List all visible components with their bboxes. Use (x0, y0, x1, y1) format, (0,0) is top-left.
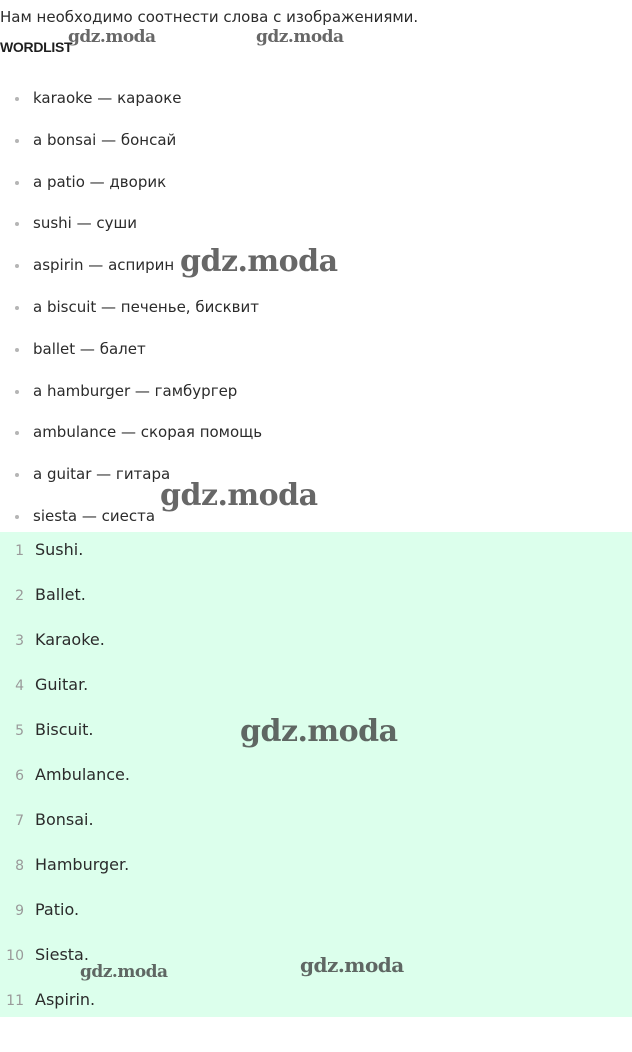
answer-text: Patio. (35, 900, 80, 919)
wordlist-item (0, 339, 632, 381)
bullet-icon (15, 431, 19, 435)
wordlist-item (0, 464, 632, 506)
wordlist-heading: WORDLIST (0, 39, 73, 55)
answer-text: Bonsai. (35, 810, 94, 829)
answer-number: 10 (6, 948, 24, 964)
answer-item (0, 540, 632, 585)
answer-text: Ambulance. (35, 765, 130, 784)
answer-item (0, 900, 632, 945)
bullet-icon (15, 97, 19, 101)
wordlist-item (0, 381, 632, 423)
watermark: gdz.moda (256, 27, 344, 47)
wordlist-item (0, 88, 632, 130)
wordlist-item-text: karaoke — караоке (33, 89, 182, 107)
bullet-icon (15, 264, 19, 268)
wordlist-item-text: siesta — сиеста (33, 506, 156, 525)
wordlist-item (0, 297, 632, 339)
answer-text: Biscuit. (35, 720, 94, 739)
wordlist-item (0, 130, 632, 172)
answer-text: Karaoke. (35, 630, 105, 649)
answer-item (0, 630, 632, 675)
answer-text: Sushi. (35, 540, 84, 559)
answer-text: Hamburger. (35, 855, 130, 874)
watermark: gdz.moda (180, 244, 338, 279)
answer-number: 4 (15, 678, 24, 694)
answer-text: Ballet. (35, 585, 86, 604)
answer-number: 11 (6, 993, 24, 1009)
wordlist (0, 88, 632, 548)
wordlist-item (0, 172, 632, 214)
watermark: gdz.moda (160, 478, 318, 513)
wordlist-item-text: ambulance — скорая помощь (33, 423, 263, 442)
wordlist-item (0, 422, 632, 464)
answer-item (0, 990, 632, 1035)
bullet-icon (15, 390, 19, 394)
answers-panel (0, 532, 632, 1017)
answer-number: 6 (15, 768, 24, 784)
answer-item (0, 720, 632, 765)
wordlist-item-text: a patio — дворик (33, 172, 167, 191)
watermark: gdz.moda (80, 962, 168, 982)
wordlist-item-text: a bonsai — бонсай (33, 130, 177, 149)
bullet-icon (15, 473, 19, 477)
answer-item (0, 855, 632, 900)
bullet-icon (15, 515, 19, 519)
answer-item (0, 765, 632, 810)
bullet-icon (15, 348, 19, 352)
answer-number: 3 (15, 633, 24, 649)
bullet-icon (15, 181, 19, 185)
answers-list (0, 540, 632, 1035)
watermark: gdz.moda (68, 27, 156, 47)
answer-number: 2 (15, 588, 24, 604)
wordlist-item-text: sushi — суши (33, 214, 137, 233)
wordlist-item-text: a hamburger — гамбургер (33, 381, 238, 400)
answer-number: 8 (15, 858, 24, 874)
watermark: gdz.moda (300, 953, 404, 977)
bullet-icon (15, 139, 19, 143)
wordlist-item-text: aspirin — аспирин (33, 256, 175, 275)
watermark: gdz.moda (240, 714, 398, 749)
bullet-icon (15, 222, 19, 226)
answer-item (0, 585, 632, 630)
wordlist-item-text: a guitar — гитара (33, 465, 171, 484)
answer-item (0, 675, 632, 720)
answer-text: Guitar. (35, 675, 89, 694)
wordlist-item-text: ballet — балет (33, 339, 146, 358)
answer-number: 5 (15, 723, 24, 739)
wordlist-item (0, 213, 632, 255)
answer-number: 9 (15, 903, 24, 919)
answer-item (0, 945, 632, 990)
bullet-icon (15, 306, 19, 310)
answer-number: 1 (15, 543, 24, 559)
answer-number: 7 (15, 813, 24, 829)
intro-text: Нам необходимо соотнести слова с изображениями. (0, 8, 419, 26)
answer-text: Aspirin. (35, 990, 96, 1009)
answer-text: Siesta. (35, 945, 89, 964)
wordlist-item-text: a biscuit — печенье, бисквит (33, 297, 259, 316)
answer-item (0, 810, 632, 855)
wordlist-item (0, 255, 632, 297)
